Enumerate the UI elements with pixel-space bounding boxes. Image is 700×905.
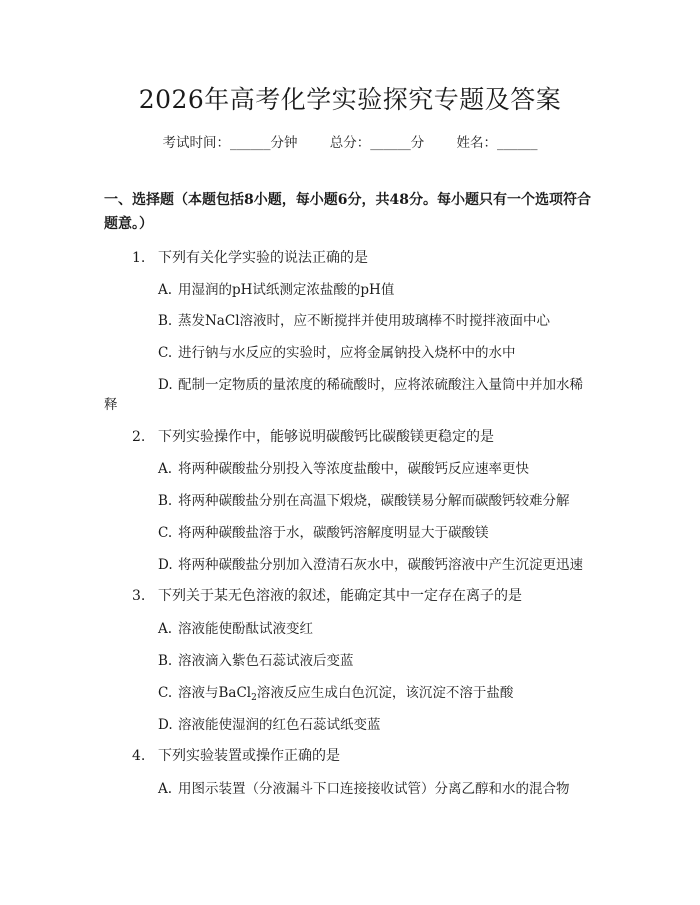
question-3-option-d [158,713,381,733]
option-text: 配制一定物质的量浓度的稀硫酸时，应将浓硫酸注入量筒中并加水稀 [178,377,583,393]
option-text: 溶液与BaCl [178,685,252,701]
option-letter: B. [158,313,173,329]
student-name-field [457,131,538,151]
option-letter: C. [158,525,173,541]
option-letter: A. [158,282,173,298]
option-text: 用图示装置（分液漏斗下口连接接收试管）分离乙醇和水的混合物 [178,781,570,797]
option-text: 蒸发NaCl溶液时，应不断搅拌并使用玻璃棒不时搅拌液面中心 [178,313,551,329]
option-letter: A. [158,781,173,797]
option-text: 将两种碳酸盐溶于水，碳酸钙溶解度明显大于碳酸镁 [178,525,489,541]
option-text: 将两种碳酸盐分别在高温下煅烧，碳酸镁易分解而碳酸钙较难分解 [178,493,570,509]
option-letter: D. [158,717,173,733]
time-blank: ______ [229,135,271,151]
question-2-stem [132,426,494,446]
question-2-option-a [158,457,529,477]
option-letter: B. [158,653,173,669]
question-2-option-b [158,489,570,509]
option-text: 进行钠与水反应的实验时，应将金属钠投入烧杯中的水中 [178,345,516,361]
question-4-stem [132,745,340,765]
name-label: 姓名： [456,135,498,151]
option-text: 用湿润的pH试纸测定浓盐酸的pH值 [178,282,395,298]
option-text: 溶液能使酚酞试液变红 [178,621,313,637]
question-3-option-b [158,649,354,669]
question-1-option-a [158,278,394,298]
page-title: 2026年高考化学实验探究专题及答案 [138,85,562,114]
option-letter: A. [158,461,173,477]
exam-time-field [162,131,297,151]
section-header: 一、选择题（本题包括8小题，每小题6分，共48分。每小题只有一个选项符合题意。） [104,192,591,232]
question-3-stem [132,585,522,605]
question-text: 下列关于某无色溶液的叙述，能确定其中一定存在离子的是 [158,588,522,604]
question-number: 1. [132,250,146,266]
option-letter: C. [158,345,173,361]
question-2-option-d [158,553,583,573]
question-1-option-b [158,309,550,329]
question-2-option-c [158,521,489,541]
question-1-option-d-wrap: 释 [104,397,118,413]
option-letter: B. [158,493,173,509]
option-text: 将两种碳酸盐分别加入澄清石灰水中，碳酸钙溶液中产生沉淀更迅速 [178,557,583,573]
question-4-option-a [158,777,570,797]
total-score-field [330,131,425,151]
option-letter: D. [158,377,173,393]
time-unit: 分钟 [270,135,298,151]
option-text-continued: 溶液反应生成白色沉淀，该沉淀不溶于盐酸 [256,685,514,701]
question-1-stem [132,247,368,267]
question-1-option-c [158,341,516,361]
score-label: 总分： [329,135,371,151]
question-text: 下列实验装置或操作正确的是 [158,748,340,764]
question-number: 3. [132,588,146,604]
option-letter: A. [158,621,173,637]
question-3-option-a [158,617,313,637]
option-text: 溶液滴入紫色石蕊试液后变蓝 [178,653,354,669]
exam-meta [0,131,700,151]
question-text: 下列实验操作中，能够说明碳酸钙比碳酸镁更稳定的是 [158,429,494,445]
option-text: 将两种碳酸盐分别投入等浓度盐酸中，碳酸钙反应速率更快 [178,461,529,477]
score-blank: ______ [370,135,411,151]
chemical-subscript: 2 [251,693,257,703]
question-3-option-c [158,681,513,703]
question-number: 4. [132,748,146,764]
score-unit: 分 [410,135,425,151]
time-label: 考试时间： [162,135,230,151]
name-blank: ______ [497,135,538,151]
question-1-option-d [158,373,583,393]
question-text: 下列有关化学实验的说法正确的是 [158,250,368,266]
question-number: 2. [132,429,146,445]
option-text: 溶液能使湿润的红色石蕊试纸变蓝 [178,717,381,733]
option-letter: C. [158,685,173,701]
option-letter: D. [158,557,173,573]
